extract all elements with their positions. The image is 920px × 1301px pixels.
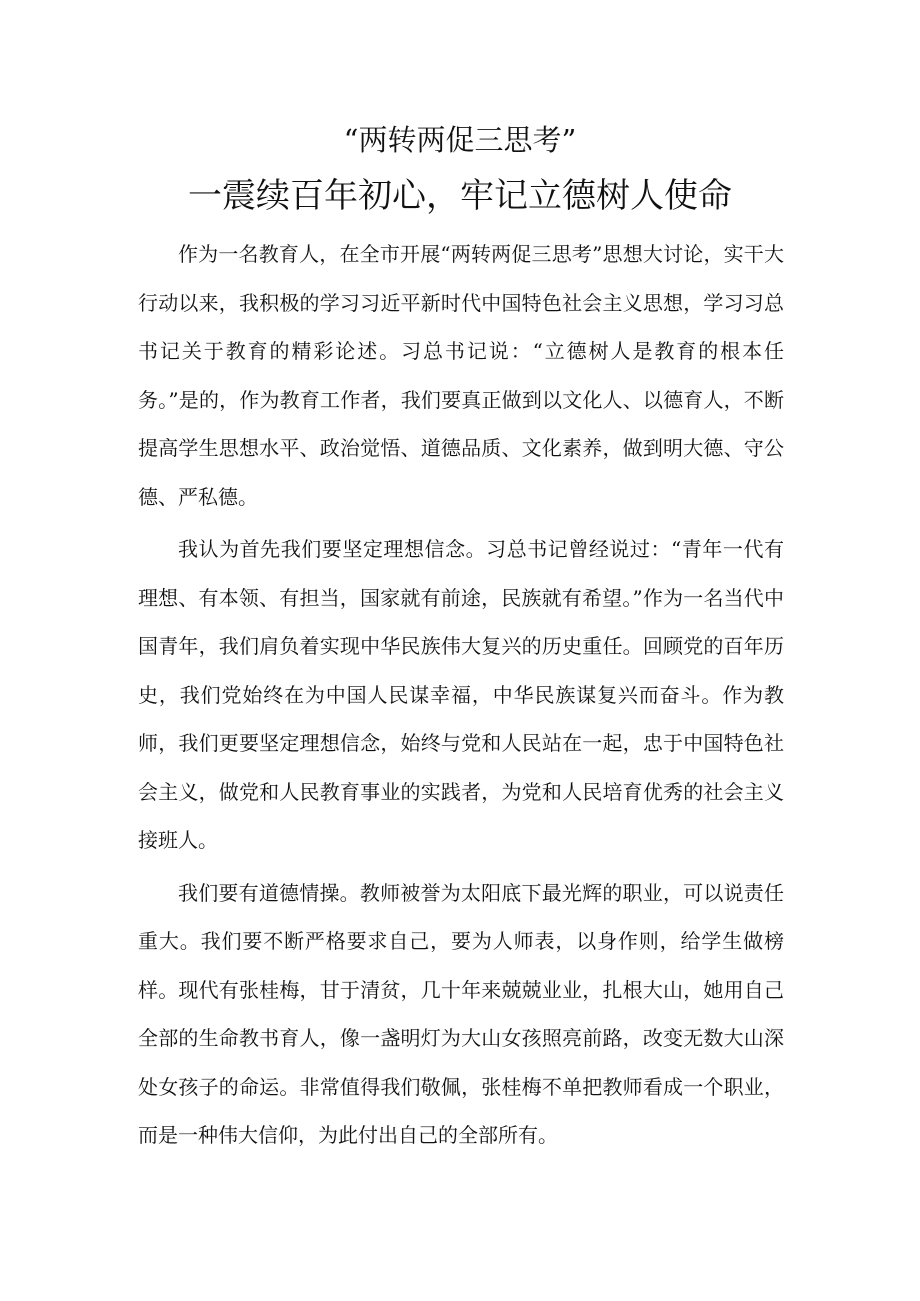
paragraph-3: 我们要有道德情操。教师被誉为太阳底下最光辉的职业，可以说责任重大。我们要不断严格要求自己，要为人师表，以身作则，给学生做榜样。现代有张桂梅，甘于清贫，几十年来兢兢业业，扎根大山，她用自己全部的生命教书育人，像一盏明灯为大山女孩照亮前路，改变无数大山深处女孩子的命运。非常值得我们敬佩，张桂梅不单把教师看成一个职业，而是一种伟大信仰，为此付出自己的全部所有。 [138,880,784,1147]
paragraph-2: 我认为首先我们要坚定理想信念。习总书记曾经说过：“青年一代有理想、有本领、有担当，国家就有前途，民族就有希望。”作为一名当代中国青年，我们肩负着实现中华民族伟大复兴的历史重任。回顾党的百年历史，我们党始终在为中国人民谋幸福，中华民族谋复兴而奋斗。作为教师，我们更要坚定理想信念，始终与党和人民站在一起，忠于中国特色社会主义，做党和人民教育事业的实践者，为党和人民培育优秀的社会主义接班人。 [138,537,784,852]
document-title-line-2: 一震续百年初心，牢记立德树人使命 [188,176,732,216]
document-body [138,230,784,1164]
paragraph-1: 作为一名教育人，在全市开展“两转两促三思考”思想大讨论，实干大行动以来，我积极的学习习近平新时代中国特色社会主义思想，学习习总书记关于教育的精彩论述。习总书记说：“立德树人是教育的根本任务。”是的，作为教育工作者，我们要真正做到以文化人、以德育人，不断提高学生思想水平、政治觉悟、道德品质、文化素养，做到明大德、守公德、严私德。 [138,242,784,509]
document-title-line-1: “两转两促三思考” [343,123,577,157]
